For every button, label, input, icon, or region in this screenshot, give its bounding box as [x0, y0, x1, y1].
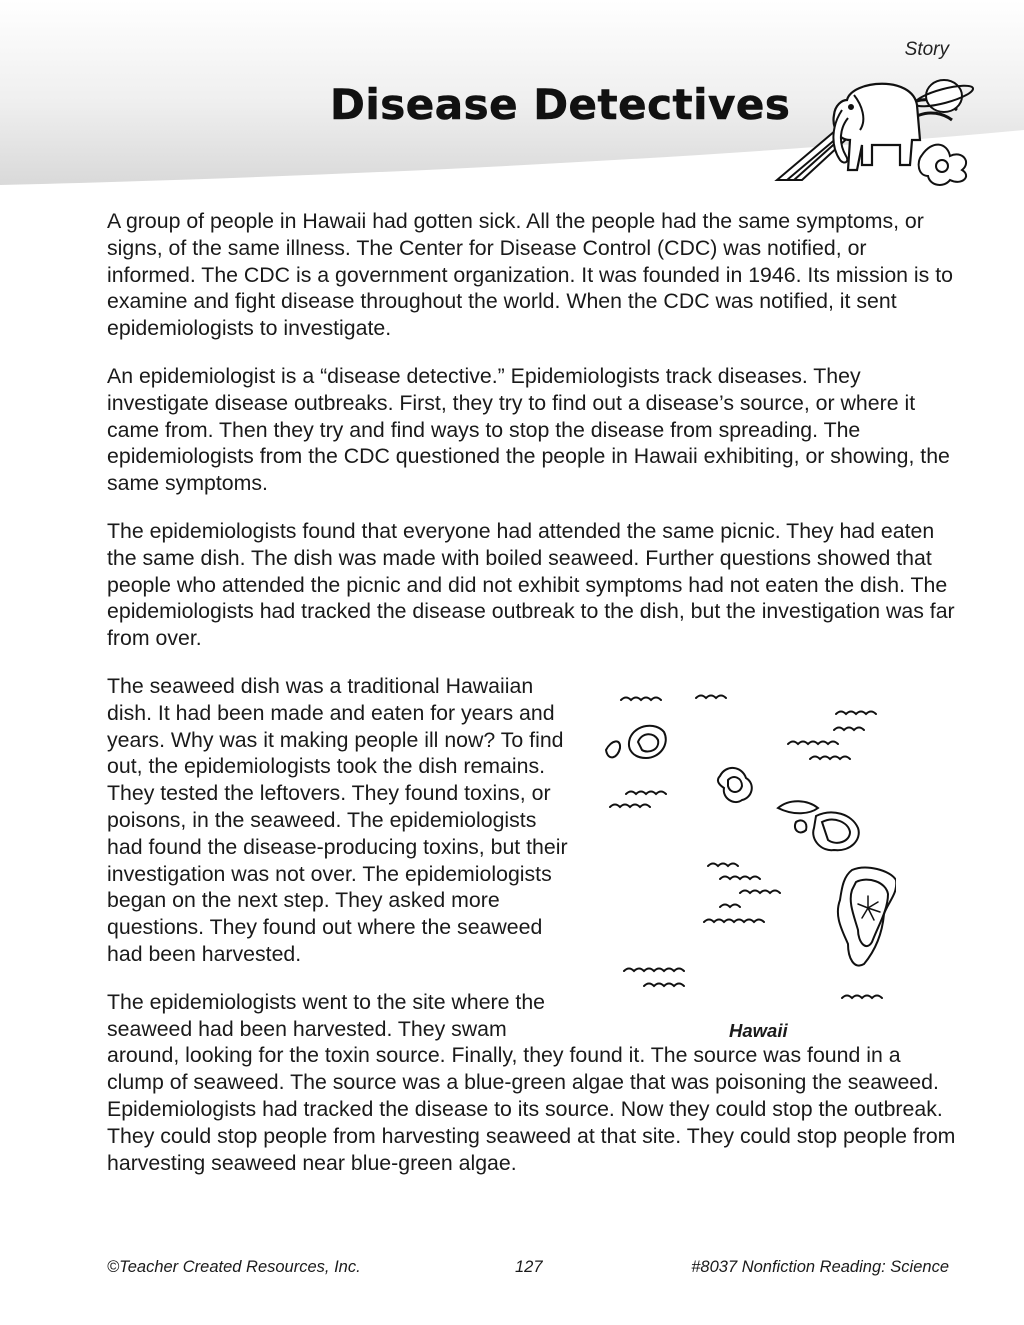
- section-label: Story: [904, 39, 949, 60]
- page-header: [0, 0, 1024, 185]
- footer-book-title: #8037 Nonfiction Reading: Science: [691, 1258, 949, 1276]
- paragraph-2: An epidemiologist is a “disease detective.” Epidemiologists track diseases. They investigate disease outbreaks. First, they try to find out a disease’s source, or where it came from. Then they try and find ways to stop the disease from spreading. The epidemiologists from the CDC questioned the people in Hawaii exhibiting, or showing, the same symptoms.: [107, 363, 950, 496]
- paragraph-1: A group of people in Hawaii had gotten sick. All the people had the same symptoms, or signs, of the same illness. The Center for Disease Control (CDC) was notified, or informed. The CDC is a government organization. It was founded in 1946. Its mission is to examine and fight disease throughout the world. When the CDC was notified, it sent epidemiologists to investigate.: [107, 209, 953, 341]
- page-title: Disease Detectives: [330, 80, 791, 129]
- footer-copyright: ©Teacher Created Resources, Inc.: [107, 1258, 361, 1276]
- footer-page-number: 127: [515, 1258, 543, 1276]
- hawaii-islands-map-icon: [596, 680, 896, 1005]
- paragraph-5: The epidemiologists went to the site where the seaweed had been harvested. They swam around, looking for the toxin source. Finally, they found it. The source was found in a clump of seaweed. The source was a blue-green algae that was poisoning the seaweed. Epidemiologists had tracked the disease to its source. Now they could stop the outbreak. They could stop people from harvesting seaweed at that site. They could stop people from harvesting seaweed near blue-green algae.: [107, 989, 956, 1175]
- paragraph-4: The seaweed dish was a traditional Hawaiian dish. It had been made and eaten for years and years. Why was it making people ill now? To find out, the epidemiologists took the dish remains. They tested the leftovers. They found toxins, or poisons, in the seaweed. The epidemiologists had found the disease-producing toxins, but their investigation was not over. The epidemiologists began on the next step. They asked more questions. They found out where the seaweed had been harvested.: [107, 673, 568, 966]
- elephant-planet-mascot-icon: [772, 70, 980, 188]
- map-caption: Hawaii: [729, 1020, 788, 1041]
- paragraph-3: The epidemiologists found that everyone had attended the same picnic. They had eaten the same dish. The dish was made with boiled seaweed. Further questions showed that people who attended the picnic and did not exhibit symptoms had not eaten the dish. The epidemiologists had tracked the disease outbreak to the dish, but the investigation was far from over.: [107, 518, 955, 651]
